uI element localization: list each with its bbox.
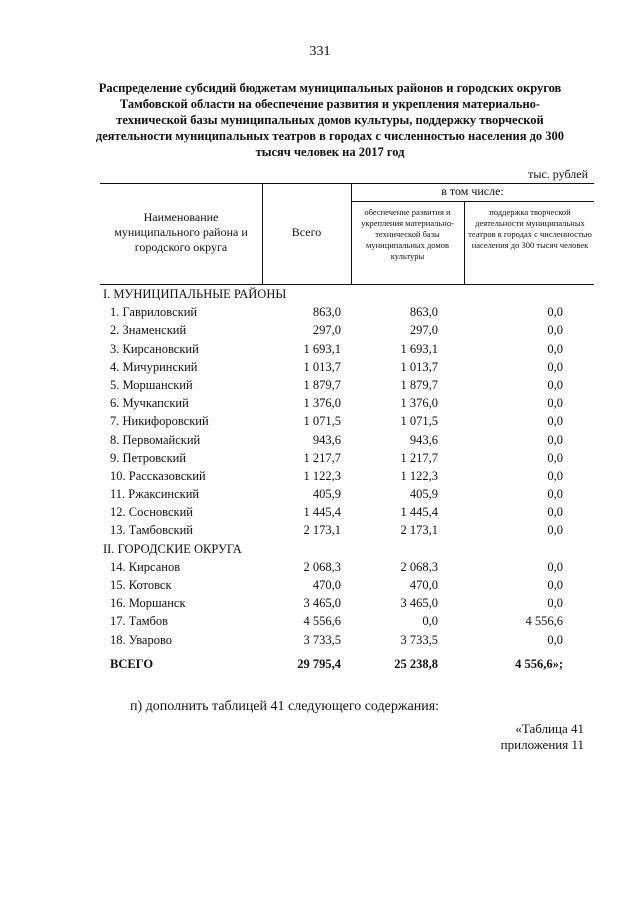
total-sum: 29 795,4: [297, 656, 341, 671]
table-row: [0, 323, 640, 341]
table-row: [0, 433, 640, 451]
header-total-col: Всего: [291, 225, 322, 239]
row-a: 1 217,7: [400, 450, 438, 465]
row-b: 0,0: [547, 523, 563, 538]
row-b: 4 556,6: [525, 614, 563, 629]
table-row: [0, 305, 640, 323]
row-a: 1 879,7: [400, 377, 438, 392]
total-label: ВСЕГО: [110, 656, 154, 671]
row-name: 18. Уварово: [110, 632, 173, 647]
table-row: [0, 414, 640, 432]
row-a: 863,0: [409, 305, 438, 320]
row-name: 2. Знаменский: [110, 323, 187, 338]
row-b: 0,0: [547, 559, 563, 574]
table-row: [0, 342, 640, 360]
row-name: 4. Мичуринский: [110, 359, 198, 374]
row-total: 1 376,0: [303, 396, 341, 411]
row-a: 943,6: [409, 432, 438, 447]
row-a: 297,0: [409, 323, 438, 338]
table-ref-line2: приложения 11: [500, 737, 584, 752]
row-b: 0,0: [547, 487, 563, 502]
row-name: 16. Моршанск: [110, 596, 186, 611]
row-name: 12. Сосновский: [110, 505, 193, 520]
row-a: 1 445,4: [400, 505, 438, 520]
header-sub-b: поддержка творческой деятельности муниципальных театров в городах с численностью населения до 300 тысяч человек: [468, 207, 592, 250]
table-row: [0, 378, 640, 396]
row-a: 0,0: [422, 614, 438, 629]
table-row: [0, 396, 640, 414]
row-name: 7. Никифоровский: [110, 414, 209, 429]
table-row: [0, 633, 640, 651]
header-sub-border: [351, 201, 594, 202]
table-row: [0, 578, 640, 596]
table-row: [0, 451, 640, 469]
row-name: 1. Гавриловский: [110, 305, 198, 320]
table-reference: [501, 721, 584, 753]
row-total: 4 556,6: [303, 614, 341, 629]
page-number: 331: [309, 44, 331, 59]
row-b: 0,0: [547, 323, 563, 338]
row-a: 1 122,3: [400, 468, 438, 483]
section-header: [0, 287, 640, 305]
row-total: 405,9: [312, 487, 341, 502]
row-b: 0,0: [547, 632, 563, 647]
section-header: [0, 542, 640, 560]
row-name: 6. Мучкапский: [110, 396, 189, 411]
table-body: [0, 287, 640, 675]
row-total: 1 071,5: [303, 414, 341, 429]
row-total: 2 173,1: [303, 523, 341, 538]
row-b: 0,0: [547, 596, 563, 611]
row-total: 470,0: [312, 578, 341, 592]
header-name-col: Наименование муниципального района и городского округа: [114, 210, 248, 254]
section-title: I. МУНИЦИПАЛЬНЫЕ РАЙОНЫ: [103, 287, 287, 301]
row-b: 0,0: [547, 450, 563, 465]
row-name: 11. Ржаксинский: [110, 487, 200, 502]
row-a: 2 068,3: [400, 559, 438, 574]
row-a: 470,0: [409, 578, 438, 592]
row-total: 943,6: [312, 432, 341, 447]
table-row: [0, 505, 640, 523]
row-name: 8. Первомайский: [110, 432, 201, 447]
row-total: 1 445,4: [303, 505, 341, 520]
row-b: 0,0: [547, 341, 563, 356]
row-total: 1 217,7: [303, 450, 341, 465]
table-row: [0, 469, 640, 487]
document-title: Распределение субсидий бюджетам муниципальных районов и городских округов Тамбовской области на обеспечение развития и укрепления материально-технической базы муниципальных домов культуры, поддержку творческой деятельности муниципальных театров в городах с численностью населения до 300 тысяч человек на 2017 год: [95, 81, 565, 159]
total-a: 25 238,8: [394, 656, 438, 671]
row-b: 0,0: [547, 396, 563, 411]
row-name: 9. Петровский: [110, 450, 187, 465]
header-including: в том числе:: [441, 184, 504, 198]
header-divider-3: [464, 201, 465, 285]
row-a: 3 465,0: [400, 596, 438, 611]
table-header: [100, 183, 594, 285]
row-a: 1 376,0: [400, 396, 438, 411]
row-b: 0,0: [547, 432, 563, 447]
total-b: 4 556,6»;: [515, 656, 563, 671]
row-name: 15. Котовск: [110, 578, 172, 592]
table-row: [0, 487, 640, 505]
row-a: 1 013,7: [400, 359, 438, 374]
row-total: 3 465,0: [303, 596, 341, 611]
row-a: 405,9: [409, 487, 438, 502]
row-name: 14. Кирсанов: [110, 559, 181, 574]
section-title: II. ГОРОДСКИЕ ОКРУГА: [103, 541, 242, 556]
row-name: 10. Рассказовский: [110, 468, 206, 483]
row-total: 1 693,1: [303, 341, 341, 356]
table-row: [0, 360, 640, 378]
row-b: 0,0: [547, 305, 563, 320]
row-b: 0,0: [547, 505, 563, 520]
row-name: 5. Моршанский: [110, 377, 193, 392]
row-name: 3. Кирсановский: [110, 341, 199, 356]
header-bottom-border: [100, 284, 594, 285]
row-b: 0,0: [547, 414, 563, 429]
row-a: 2 173,1: [400, 523, 438, 538]
row-name: 13. Тамбовский: [110, 523, 193, 538]
row-total: 2 068,3: [303, 559, 341, 574]
table-row: [0, 560, 640, 578]
row-b: 0,0: [547, 468, 563, 483]
row-total: 1 122,3: [303, 468, 341, 483]
table-row: [0, 523, 640, 541]
row-total: 863,0: [312, 305, 341, 320]
row-name: 17. Тамбов: [110, 614, 169, 629]
row-a: 1 071,5: [400, 414, 438, 429]
row-b: 0,0: [547, 578, 563, 592]
row-b: 0,0: [547, 377, 563, 392]
table-row: [0, 614, 640, 632]
row-a: 1 693,1: [400, 341, 438, 356]
total-row: [0, 657, 640, 675]
row-b: 0,0: [547, 359, 563, 374]
header-sub-a: обеспечение развития и укрепления материально-технической базы муниципальных домов культуры: [361, 207, 454, 261]
units-label: тыс. рублей: [528, 167, 588, 181]
row-total: 1 013,7: [303, 359, 341, 374]
row-total: 3 733,5: [303, 632, 341, 647]
row-total: 1 879,7: [303, 377, 341, 392]
row-total: 297,0: [312, 323, 341, 338]
row-a: 3 733,5: [400, 632, 438, 647]
table-ref-line1: «Таблица 41: [515, 721, 584, 736]
table-row: [0, 596, 640, 614]
amendment-note: п) дополнить таблицей 41 следующего содержания:: [130, 699, 440, 714]
